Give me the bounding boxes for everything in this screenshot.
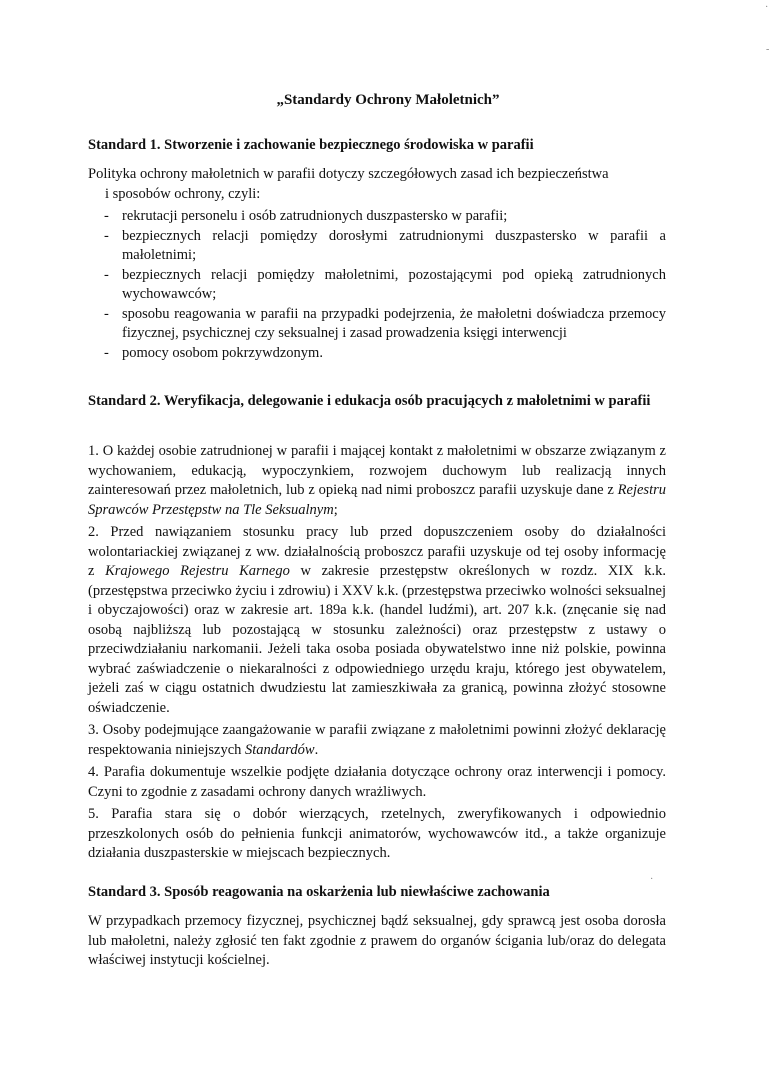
standard-2-heading: Standard 2. Weryfikacja, delegowanie i edukacja osób pracujących z małoletnimi w parafii	[88, 393, 651, 409]
scan-speck: ·	[650, 874, 654, 885]
standard-2-point-1: 1. O każdej osobie zatrudnionej w parafii i mającej kontakt z małoletnimi w obszarze związanym z wychowaniem, edukacją, wypoczynkiem, rozwojem duchowym lub realizacją innych zainteresowań przez małoletnich, lub z opieką nad nimi proboszcz parafii uzyskuje dane z Rejestru Sprawców Przestępstw na Tle Seksualnym;	[88, 443, 666, 518]
standard-1-intro-line1: Polityka ochrony małoletnich w parafii dotyczy szczegółowych zasad ich bezpieczeństwa	[88, 166, 609, 182]
standard-3-heading: Standard 3. Sposób reagowania na oskarżenia lub niewłaściwe zachowania	[88, 884, 550, 900]
standard-1-list	[104, 207, 666, 363]
standard-1-intro	[88, 165, 666, 204]
standard-1-intro-line2: i sposobów ochrony, czyli:	[105, 185, 261, 202]
standard-1-heading: Standard 1. Stworzenie i zachowanie bezpiecznego środowiska w parafii	[88, 137, 534, 153]
standard-2-point-2: 2. Przed nawiązaniem stosunku pracy lub przed dopuszczeniem osoby do działalności wolontariackiej związanej z ww. działalnością proboszcz parafii uzyskuje od tej osoby informację z Krajowego Rejestru Karnego w zakresie przestępstw określonych w rozdz. XIX k.k. (przestępstwa przeciwko życiu i zdrowiu) i XXV k.k. (przestępstwa przeciwko wolności seksualnej i obyczajowości) oraz w zakresie art. 189a k.k. (handel ludźmi), art. 207 k.k. (znęcanie się nad osobą najbliższą lub pozostającą w stosunku zależności) oraz przestępstw z ustawy o przeciwdziałaniu narkomanii. Jeżeli taka osoba posiada obywatelstwo inne niż polskie, powinna wybrać zaświadczenie o niekaralności z odpowiedniego urzędu kraju, którego jest obywatelem, jeżeli zaś w ciągu ostatnich dwudziestu lat zamieszkiwała za granicą, powinna złożyć stosowne oświadczenie.	[88, 524, 666, 716]
standard-2-point-5: 5. Parafia stara się o dobór wierzących, rzetelnych, zweryfikowanych i odpowiednio przeszkolonych osób do pełnienia funkcji animatorów, wychowawców itd., a także organizuje działania duszpasterskie w miejscach bezpiecznych.	[88, 806, 666, 861]
standard-2-body	[88, 442, 666, 867]
document-title: „Standardy Ochrony Małoletnich”	[276, 92, 500, 108]
list-item: - pomocy osobom pokrzywdzonym.	[104, 344, 323, 361]
standard-3-body	[88, 912, 666, 974]
list-item: - bezpiecznych relacji pomiędzy dorosłymi zatrudnionymi duszpastersko w parafii a małoletnimi;	[104, 227, 666, 263]
standard-3-point-1: W przypadkach przemocy fizycznej, psychicznej bądź seksualnej, gdy sprawcą jest osoba dorosła lub małoletni, należy zgłosić ten fakt zgodnie z prawem do organów ścigania lub/oraz do delegata właściwej instytucji kościelnej.	[88, 913, 666, 968]
standard-2-point-4: 4. Parafia dokumentuje wszelkie podjęte działania dotyczące ochrony oraz interwencji i pomocy. Czyni to zgodnie z zasadami ochrony danych wrażliwych.	[88, 764, 666, 800]
scan-speck: -	[766, 44, 770, 55]
list-item: - bezpiecznych relacji pomiędzy małoletnimi, pozostającymi pod opieką zatrudnionych wychowawców;	[104, 266, 666, 302]
scan-speck: ·	[765, 2, 769, 13]
standard-2-point-3: 3. Osoby podejmujące zaangażowanie w parafii związane z małoletnimi powinni złożyć deklarację respektowania niniejszych Standardów.	[88, 722, 666, 758]
list-item: - rekrutacji personelu i osób zatrudnionych duszpastersko w parafii;	[104, 208, 508, 224]
list-item: - sposobu reagowania w parafii na przypadki podejrzenia, że małoletni doświadcza przemocy fizycznej, psychicznej czy seksualnej i zasad prowadzenia księgi interwencji	[104, 305, 666, 341]
